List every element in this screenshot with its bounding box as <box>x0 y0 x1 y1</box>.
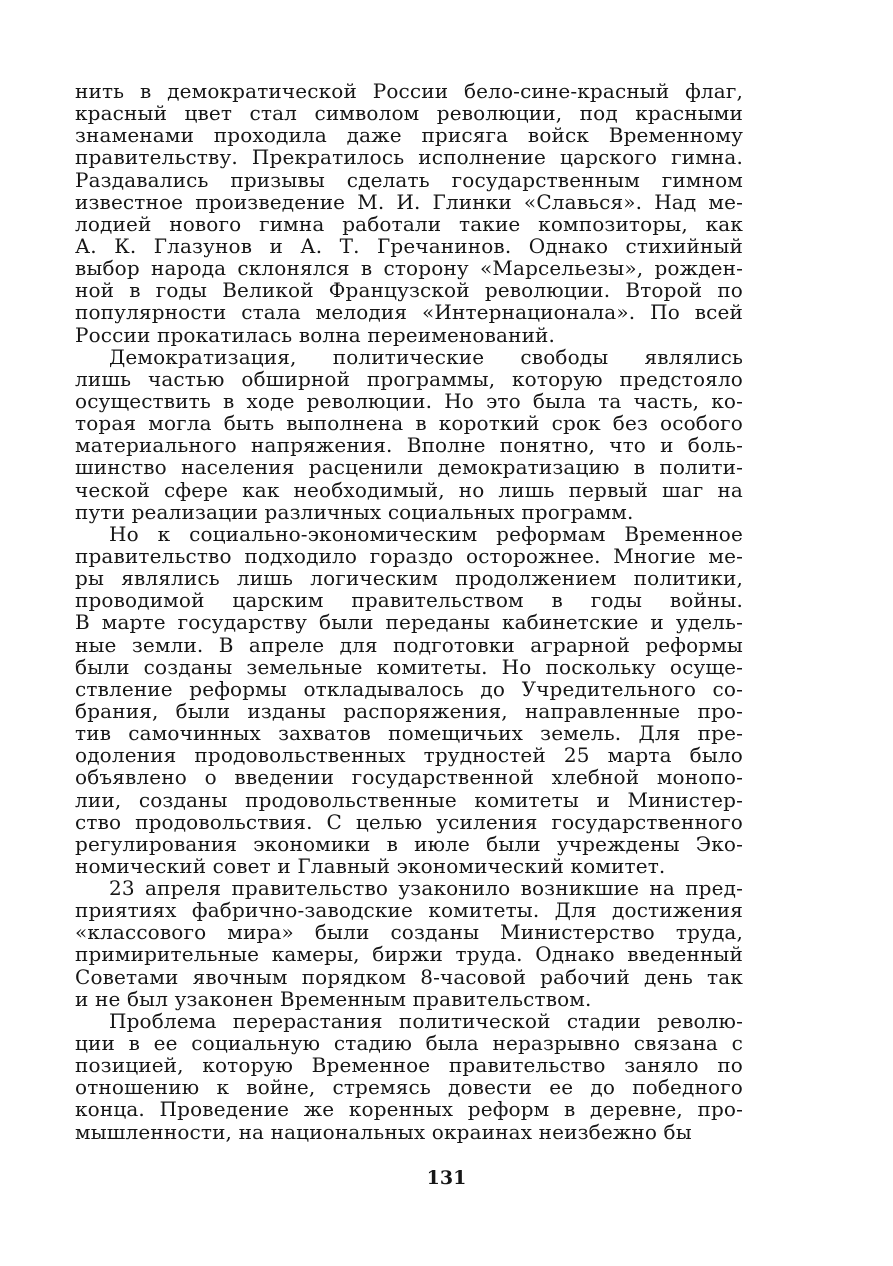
text-line: ствление реформы откладывалось до Учредительного со- <box>75 676 743 701</box>
text-line: номический совет и Главный экономический комитет. <box>75 853 666 878</box>
text-line: лии, созданы продовольственные комитеты и Министер- <box>75 787 743 812</box>
text-line: примирительные камеры, биржи труда. Однако введенный <box>75 942 743 967</box>
text-line: торая могла быть выполнена в короткий срок без особого <box>75 411 743 436</box>
text-line: осуществить в ходе революции. Но это была та часть, ко- <box>75 388 743 413</box>
text-line: конца. Проведение же коренных реформ в деревне, про- <box>75 1097 743 1122</box>
paragraph <box>75 80 743 346</box>
text-line: «классового мира» были созданы Министерство труда, <box>75 920 743 945</box>
text-line: Демократизация, политические свободы являлись <box>109 344 743 369</box>
text-line: брания, были изданы распоряжения, направленные про- <box>75 698 743 723</box>
text-line: знаменами проходила даже присяга войск Временному <box>75 123 743 148</box>
text-line: были созданы земельные комитеты. Но поскольку осуще- <box>75 654 743 679</box>
text-line: шинство населения расценили демократизацию в полити- <box>75 455 743 480</box>
text-line: проводимой царским правительством в годы войны. <box>75 588 743 613</box>
text-line: России прокатилась волна переименований. <box>75 322 556 347</box>
page-number: 131 <box>426 1167 467 1189</box>
text-line: ные земли. В апреле для подготовки аграрной реформы <box>75 632 743 657</box>
text-line: объявлено о введении государственной хлебной монопо- <box>75 765 743 790</box>
text-line: позицией, которую Временное правительство заняло по <box>75 1053 743 1078</box>
text-line: ческой сфере как необходимый, но лишь первый шаг на <box>75 477 743 502</box>
text-line: А. К. Глазунов и А. Т. Гречанинов. Однако стихийный <box>75 233 743 258</box>
paragraph <box>75 1010 743 1143</box>
text-line: одоления продовольственных трудностей 25 марта было <box>75 743 743 768</box>
text-line: ции в ее социальную стадию была неразрывно связана с <box>75 1031 743 1056</box>
text-line: красный цвет стал символом революции, под красными <box>75 101 743 126</box>
paragraph <box>75 523 743 877</box>
paragraph <box>75 346 743 523</box>
text-line: В марте государству были переданы кабинетские и удель- <box>75 610 743 635</box>
text-line: известное произведение М. И. Глинки «Славься». Над ме- <box>75 189 743 214</box>
text-line: Раздавались призывы сделать государственным гимном <box>75 167 743 192</box>
text-line: ной в годы Великой Французской революции. Второй по <box>75 278 743 303</box>
text-line: тив самочинных захватов помещичьих земель. Для пре- <box>75 721 743 746</box>
text-line: выбор народа склонялся в сторону «Марсельезы», рожден- <box>75 256 743 281</box>
text-line: приятиях фабрично-заводские комитеты. Для достижения <box>75 898 743 923</box>
text-line: и не был узаконен Временным правительством. <box>75 986 592 1011</box>
text-line: Проблема перерастания политической стадии револю- <box>109 1008 743 1033</box>
text-line: нить в демократической России бело-сине-красный флаг, <box>75 79 743 103</box>
text-line: лишь частью обширной программы, которую предстояло <box>75 366 743 391</box>
text-line: правительство подходило гораздо осторожнее. Многие ме- <box>75 543 743 568</box>
text-line: 23 апреля правительство узаконило возникшие на пред- <box>109 876 743 901</box>
text-line: материального напряжения. Вполне понятно, что и боль- <box>75 433 743 458</box>
text-line: популярности стала мелодия «Интернационала». По всей <box>75 300 743 325</box>
text-line: правительству. Прекратилось исполнение царского гимна. <box>75 145 743 170</box>
text-line: регулирования экономики в июле были учреждены Эко- <box>75 831 743 856</box>
text-line: лодией нового гимна работали такие композиторы, как <box>75 211 743 236</box>
text-line: отношению к войне, стремясь довести ее до победного <box>75 1075 743 1100</box>
text-line: ры являлись лишь логическим продолжением политики, <box>75 566 743 591</box>
body-text <box>75 80 743 1143</box>
text-line: мышленности, на национальных окраинах неизбежно бы <box>75 1119 692 1144</box>
text-line: Но к социально-экономическим реформам Временное <box>109 521 743 546</box>
text-line: пути реализации различных социальных программ. <box>75 499 634 524</box>
text-line: Советами явочным порядком 8-часовой рабочий день так <box>75 964 743 989</box>
paragraph <box>75 877 743 1010</box>
text-line: ство продовольствия. С целью усиления государственного <box>75 809 743 834</box>
